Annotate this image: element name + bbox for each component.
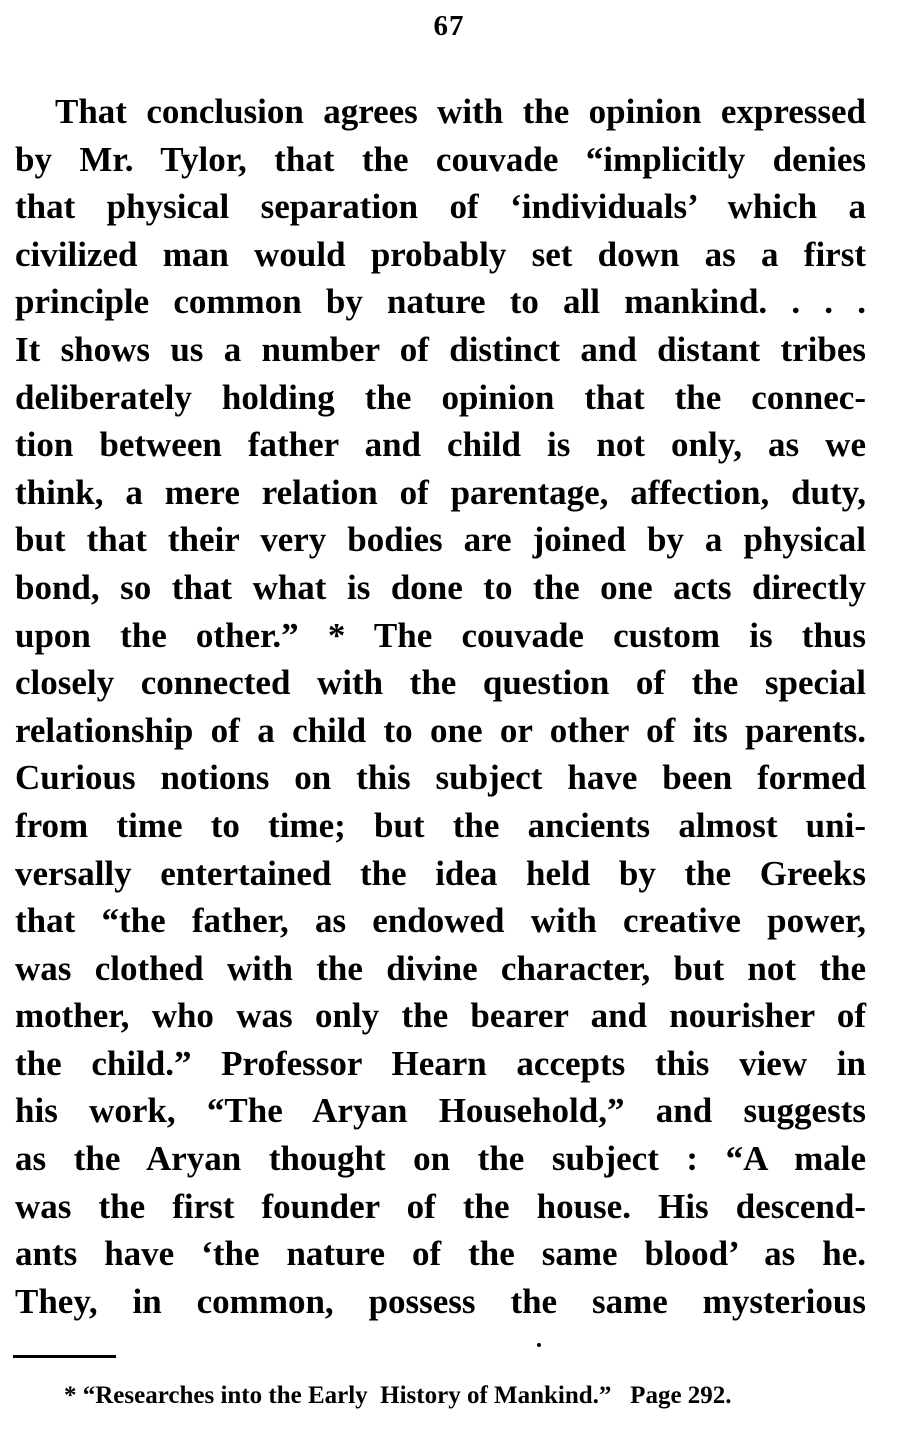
text-line: ants have ‘the nature of the same blood’ as he.: [15, 1234, 866, 1274]
text-line: by Mr. Tylor, that the couvade “implicitly denies: [15, 139, 866, 179]
body-text: [15, 88, 866, 1325]
text-line: upon the other.” * The couvade custom is thus: [15, 615, 866, 655]
text-line: his work, “The Aryan Household,” and suggests: [15, 1091, 866, 1131]
text-line: It shows us a number of distinct and distant tribes: [15, 329, 866, 369]
text-line: the child.” Professor Hearn accepts this view in: [15, 1043, 866, 1083]
footnote-separator: [13, 1355, 116, 1358]
text-line: Curious notions on this subject have been formed: [15, 758, 866, 798]
text-line: civilized man would probably set down as a first: [15, 234, 866, 274]
text-line: bond, so that what is done to the one acts directly: [15, 567, 866, 607]
text-line: tion between father and child is not only, as we: [15, 425, 866, 465]
text-line: from time to time; but the ancients almost uni-: [15, 805, 866, 845]
footnote: * “Researches into the Early History of Mankind.” Page 292.: [64, 1382, 732, 1409]
text-line: mother, who was only the bearer and nourisher of: [15, 996, 866, 1036]
text-line: as the Aryan thought on the subject : “A male: [15, 1139, 866, 1179]
page-number: 67: [433, 10, 465, 42]
text-line: that physical separation of ‘individuals’ which a: [15, 187, 866, 227]
text-line: was clothed with the divine character, but not the: [15, 948, 866, 988]
text-line: versally entertained the idea held by the Greeks: [15, 853, 866, 893]
text-line: That conclusion agrees with the opinion expressed: [55, 92, 866, 131]
text-line: think, a mere relation of parentage, affection, duty,: [15, 472, 866, 512]
text-line: deliberately holding the opinion that the connec-: [15, 377, 866, 417]
text-line: They, in common, possess the same mysterious: [15, 1281, 866, 1321]
text-line: was the first founder of the house. His descend-: [15, 1186, 866, 1226]
text-line: principle common by nature to all mankind. . . .: [15, 282, 866, 322]
text-line: that “the father, as endowed with creative power,: [15, 901, 866, 941]
scan-speck: [537, 1343, 541, 1347]
text-line: relationship of a child to one or other of its parents.: [15, 710, 866, 750]
text-line: closely connected with the question of the special: [15, 663, 866, 703]
text-line: but that their very bodies are joined by a physical: [15, 520, 866, 560]
